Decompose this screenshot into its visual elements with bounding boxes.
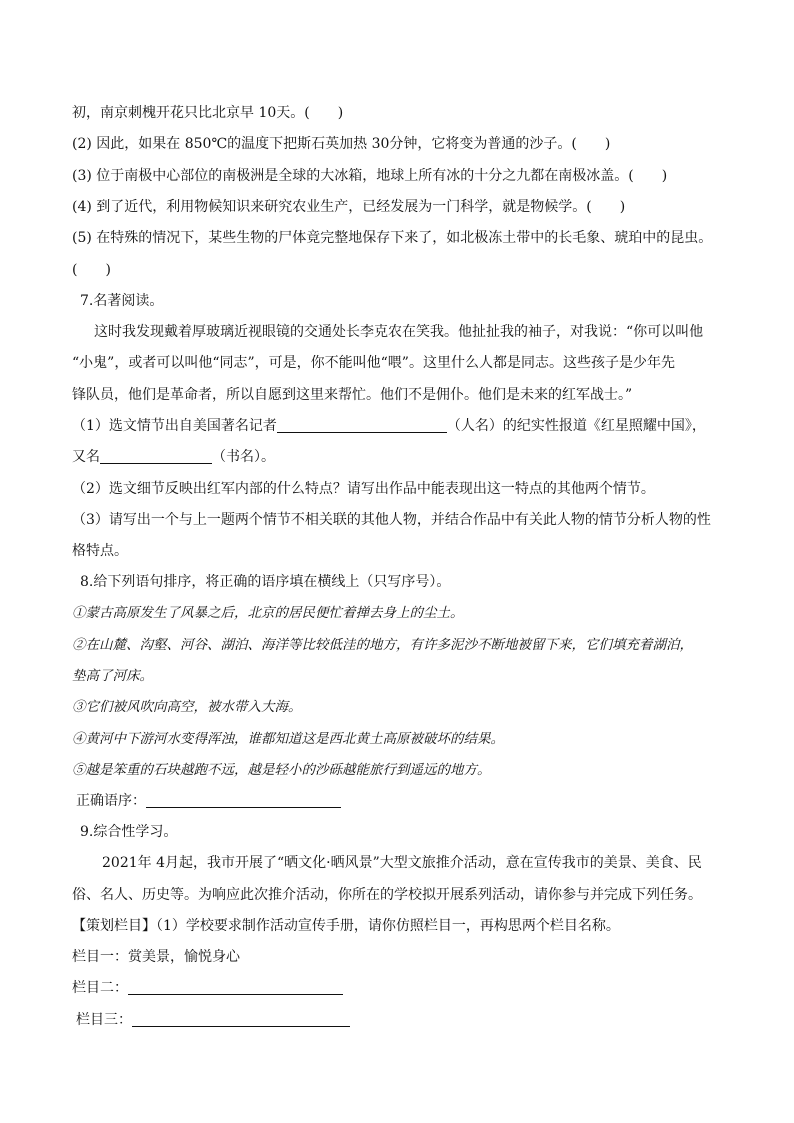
q9-intro-line-1: 2021年 4月起，我市开展了“晒文化·晒风景”大型文旅推介活动，意在宣传我市的美景、美食、民	[102, 855, 702, 871]
q9-column-2-label: 栏目二：	[72, 980, 128, 996]
q9-column-1: 栏目一：赏美景，愉悦身心	[72, 949, 240, 965]
q9-task-1: 【策划栏目】（1）学校要求制作活动宣传手册，请你仿照栏目一，再构思两个栏目名称。	[72, 918, 620, 934]
q7-passage-line-1: 这时我发现戴着厚玻璃近视眼镜的交通处长李克农在笑我。他扯扯我的袖子，对我说：“你可以叫他	[94, 324, 704, 340]
q6-item-5: (5) 在特殊的情况下，某些生物的尸体竟完整地保存下来了，如北极冻土带中的长毛象、琥珀中的昆虫。	[72, 230, 713, 246]
q8-sentence-2-line-1: ②在山麓、沟壑、河谷、湖泊、海洋等比较低洼的地方，有许多泥沙不断地被留下来，它们填充着湖泊，	[72, 637, 693, 653]
book-title-blank[interactable]	[100, 449, 212, 464]
author-name-blank[interactable]	[277, 418, 447, 433]
q6-item-4: (4) 到了近代，利用物候知识来研究农业生产，已经发展为一门科学，就是物候学。( )	[72, 199, 626, 215]
q9-intro-line-2: 俗、名人、历史等。为响应此次推介活动，你所在的学校拟开展系列活动，请你参与并完成下列任务。	[72, 887, 702, 903]
q7-sub1-text-a: （1）选文情节出自美国著名记者	[72, 418, 277, 434]
q7-heading: 7.名著阅读。	[80, 293, 164, 309]
q7-sub-2: （2）选文细节反映出红军内部的什么特点？请写出作品中能表现出这一特点的其他两个情节。	[72, 481, 655, 497]
q7-passage-line-2: “小鬼”，或者可以叫他“同志”，可是，你不能叫他“喂”。这里什么人都是同志。这些孩子是少年先	[72, 355, 675, 371]
q6-item-3: (3) 位于南极中心部位的南极洲是全球的大冰箱，地球上所有冰的十分之九都在南极冰盖。( )	[72, 168, 668, 184]
q7-sub-1-cont	[72, 448, 722, 466]
column-3-blank[interactable]	[132, 1012, 350, 1027]
q8-heading: 8.给下列语句排序，将正确的语序填在横线上（只写序号）。	[80, 574, 451, 590]
q9-heading: 9.综合性学习。	[80, 824, 178, 840]
q7-sub-1	[72, 417, 722, 435]
q7-sub-3-line-2: 格特点。	[72, 543, 128, 559]
q7-passage-line-3: 锋队员，他们是革命者，所以自愿到这里来帮忙。他们不是佣仆。他们是未来的红军战士。”	[72, 387, 633, 403]
q7-sub1-text-d: （书名）。	[212, 449, 275, 465]
q8-answer-label: 正确语序：	[76, 793, 146, 809]
q6-item-2: (2) 因此，如果在 850℃的温度下把斯石英加热 30分钟，它将变为普通的沙子。( )	[72, 136, 611, 152]
q8-sentence-3: ③它们被风吹向高空，被水带入大海。	[72, 699, 302, 715]
q9-column-3-row	[76, 1011, 726, 1029]
q7-sub1-text-b: （人名）的纪实性报道《红星照耀中国》，	[446, 418, 706, 434]
q8-sentence-5: ⑤越是笨重的石块越跑不远，越是轻小的沙砾越能旅行到遥远的地方。	[72, 762, 491, 778]
q6-line-1: 初，南京刺槐开花只比北京早 10天。( )	[72, 105, 344, 121]
column-2-blank[interactable]	[128, 980, 343, 995]
q8-sentence-1: ①蒙古高原发生了风暴之后，北京的居民便忙着掸去身上的尘土。	[72, 605, 464, 621]
q7-sub1-text-c: 又名	[72, 449, 100, 465]
q7-sub-3-line-1: （3）请写出一个与上一题两个情节不相关联的其他人物，并结合作品中有关此人物的情节分析人物的性	[72, 512, 711, 528]
q6-item-5-paren: ( )	[72, 262, 111, 278]
q9-column-3-label: 栏目三：	[76, 1012, 132, 1028]
order-answer-blank[interactable]	[146, 793, 341, 808]
q8-answer-row	[76, 792, 726, 810]
q8-sentence-4: ④黄河中下游河水变得浑浊，谁都知道这是西北黄土高原被破坏的结果。	[72, 731, 504, 747]
q8-sentence-2-line-2: 垫高了河床。	[72, 668, 153, 684]
q9-column-2-row	[72, 979, 722, 997]
